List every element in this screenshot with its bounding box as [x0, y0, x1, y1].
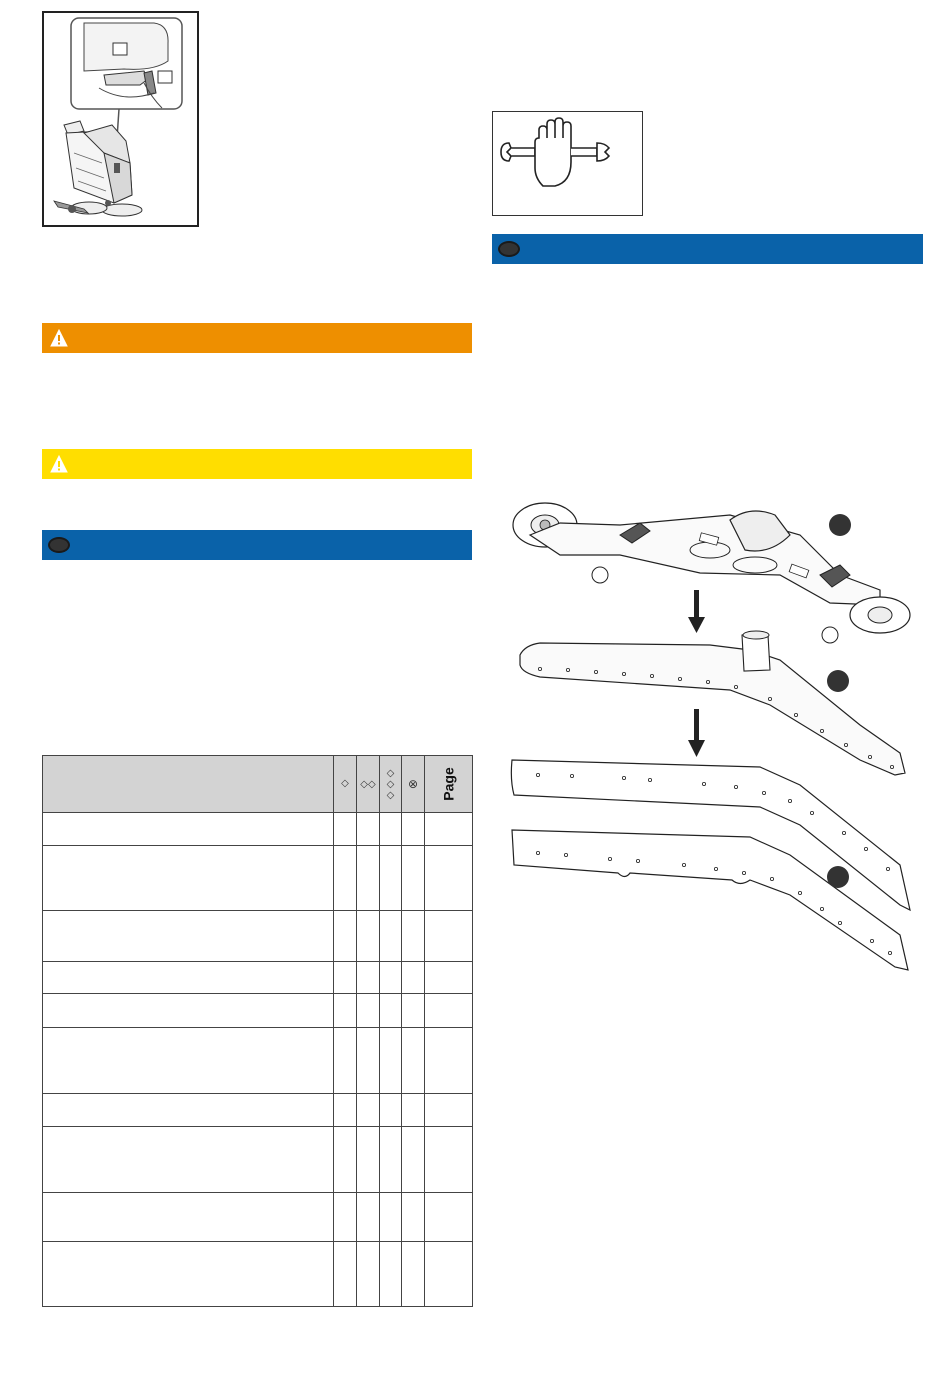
callout-3	[827, 866, 849, 888]
interval-cell	[357, 962, 380, 994]
task-cell	[43, 1127, 334, 1193]
tool-icon-box	[492, 111, 643, 216]
page-cell	[425, 1094, 473, 1127]
interval-cell	[402, 1193, 425, 1242]
interval-cell	[357, 846, 380, 911]
interval-cell	[357, 813, 380, 846]
interval-cell	[402, 813, 425, 846]
interval-2-header	[357, 756, 380, 813]
table-row	[43, 1028, 473, 1094]
page-cell	[425, 1242, 473, 1307]
interval-cell	[357, 1193, 380, 1242]
page-cell	[425, 1127, 473, 1193]
note-banner-left	[42, 530, 472, 560]
task-cell	[43, 962, 334, 994]
page-cell	[425, 846, 473, 911]
page-cell	[425, 1028, 473, 1094]
note-banner-right	[492, 234, 923, 264]
task-cell	[43, 1242, 334, 1307]
interval-cell	[380, 1193, 402, 1242]
task-cell	[43, 911, 334, 962]
warning-banner	[42, 323, 472, 353]
squeegee-exploded-figure	[500, 495, 920, 985]
table-row	[43, 1094, 473, 1127]
table-row	[43, 1193, 473, 1242]
caution-banner	[42, 449, 472, 479]
interval-cell	[334, 1127, 357, 1193]
table-row	[43, 1242, 473, 1307]
interval-cell	[357, 1094, 380, 1127]
table-row	[43, 994, 473, 1028]
page-header-label: Page	[440, 767, 457, 801]
task-cell	[43, 813, 334, 846]
machine-figure	[42, 11, 199, 227]
interval-cell	[402, 1094, 425, 1127]
task-header	[43, 756, 334, 813]
page-cell	[425, 911, 473, 962]
callout-1	[829, 514, 851, 536]
interval-1-header: ◇	[334, 756, 357, 813]
page-cell	[425, 962, 473, 994]
table-row	[43, 813, 473, 846]
interval-cell	[380, 813, 402, 846]
task-cell	[43, 846, 334, 911]
language-bubble-icon	[497, 237, 521, 261]
interval-cell	[357, 994, 380, 1028]
task-cell	[43, 1094, 334, 1127]
interval-cell	[380, 1028, 402, 1094]
interval-cell	[402, 846, 425, 911]
interval-2-symbols: ◇◇	[360, 778, 376, 790]
page-cell	[425, 1193, 473, 1242]
interval-cell	[334, 813, 357, 846]
interval-cell	[334, 846, 357, 911]
interval-cell	[357, 911, 380, 962]
page-cell	[425, 813, 473, 846]
interval-cell	[402, 1242, 425, 1307]
warning-triangle-icon	[47, 326, 71, 350]
scrubber-machine-illustration	[44, 13, 197, 225]
task-cell	[43, 1193, 334, 1242]
interval-cell	[380, 846, 402, 911]
task-cell	[43, 994, 334, 1028]
interval-cell	[402, 962, 425, 994]
squeegee-assembly-illustration	[500, 495, 920, 985]
rubber-blades-part	[511, 760, 910, 970]
interval-cell	[402, 1028, 425, 1094]
page-cell	[425, 994, 473, 1028]
maintenance-schedule-table	[42, 755, 473, 1307]
interval-cell	[334, 1242, 357, 1307]
squeegee-body-part	[513, 503, 910, 643]
language-bubble-icon	[47, 533, 71, 557]
interval-cell	[380, 1127, 402, 1193]
table-body	[43, 813, 473, 1307]
interval-cell	[357, 1242, 380, 1307]
interval-cell	[380, 1094, 402, 1127]
interval-cell	[334, 1028, 357, 1094]
table-row	[43, 846, 473, 911]
interval-3-symbols: ◇◇◇	[386, 767, 395, 801]
page-header	[425, 756, 473, 813]
interval-cell	[402, 994, 425, 1028]
interval-cell	[334, 1193, 357, 1242]
interval-cell	[380, 911, 402, 962]
interval-cell	[380, 962, 402, 994]
interval-cell	[402, 1127, 425, 1193]
table-row	[43, 911, 473, 962]
interval-cell	[334, 911, 357, 962]
arrow-down-icon	[688, 590, 705, 633]
arrow-down-icon	[688, 709, 705, 757]
interval-cell	[334, 994, 357, 1028]
table-row	[43, 962, 473, 994]
callout-2	[827, 670, 849, 692]
squeegee-frame-part	[520, 631, 905, 775]
interval-cell	[357, 1028, 380, 1094]
interval-cell	[402, 911, 425, 962]
interval-4-header: ⊗	[402, 756, 425, 813]
warning-triangle-icon	[47, 452, 71, 476]
interval-cell	[357, 1127, 380, 1193]
interval-cell	[334, 1094, 357, 1127]
interval-3-header	[380, 756, 402, 813]
table-header-row	[43, 756, 473, 813]
table-row	[43, 1127, 473, 1193]
task-cell	[43, 1028, 334, 1094]
interval-cell	[380, 1242, 402, 1307]
interval-cell	[380, 994, 402, 1028]
interval-cell	[334, 962, 357, 994]
wrench-hand-wrench-icon	[493, 112, 642, 215]
